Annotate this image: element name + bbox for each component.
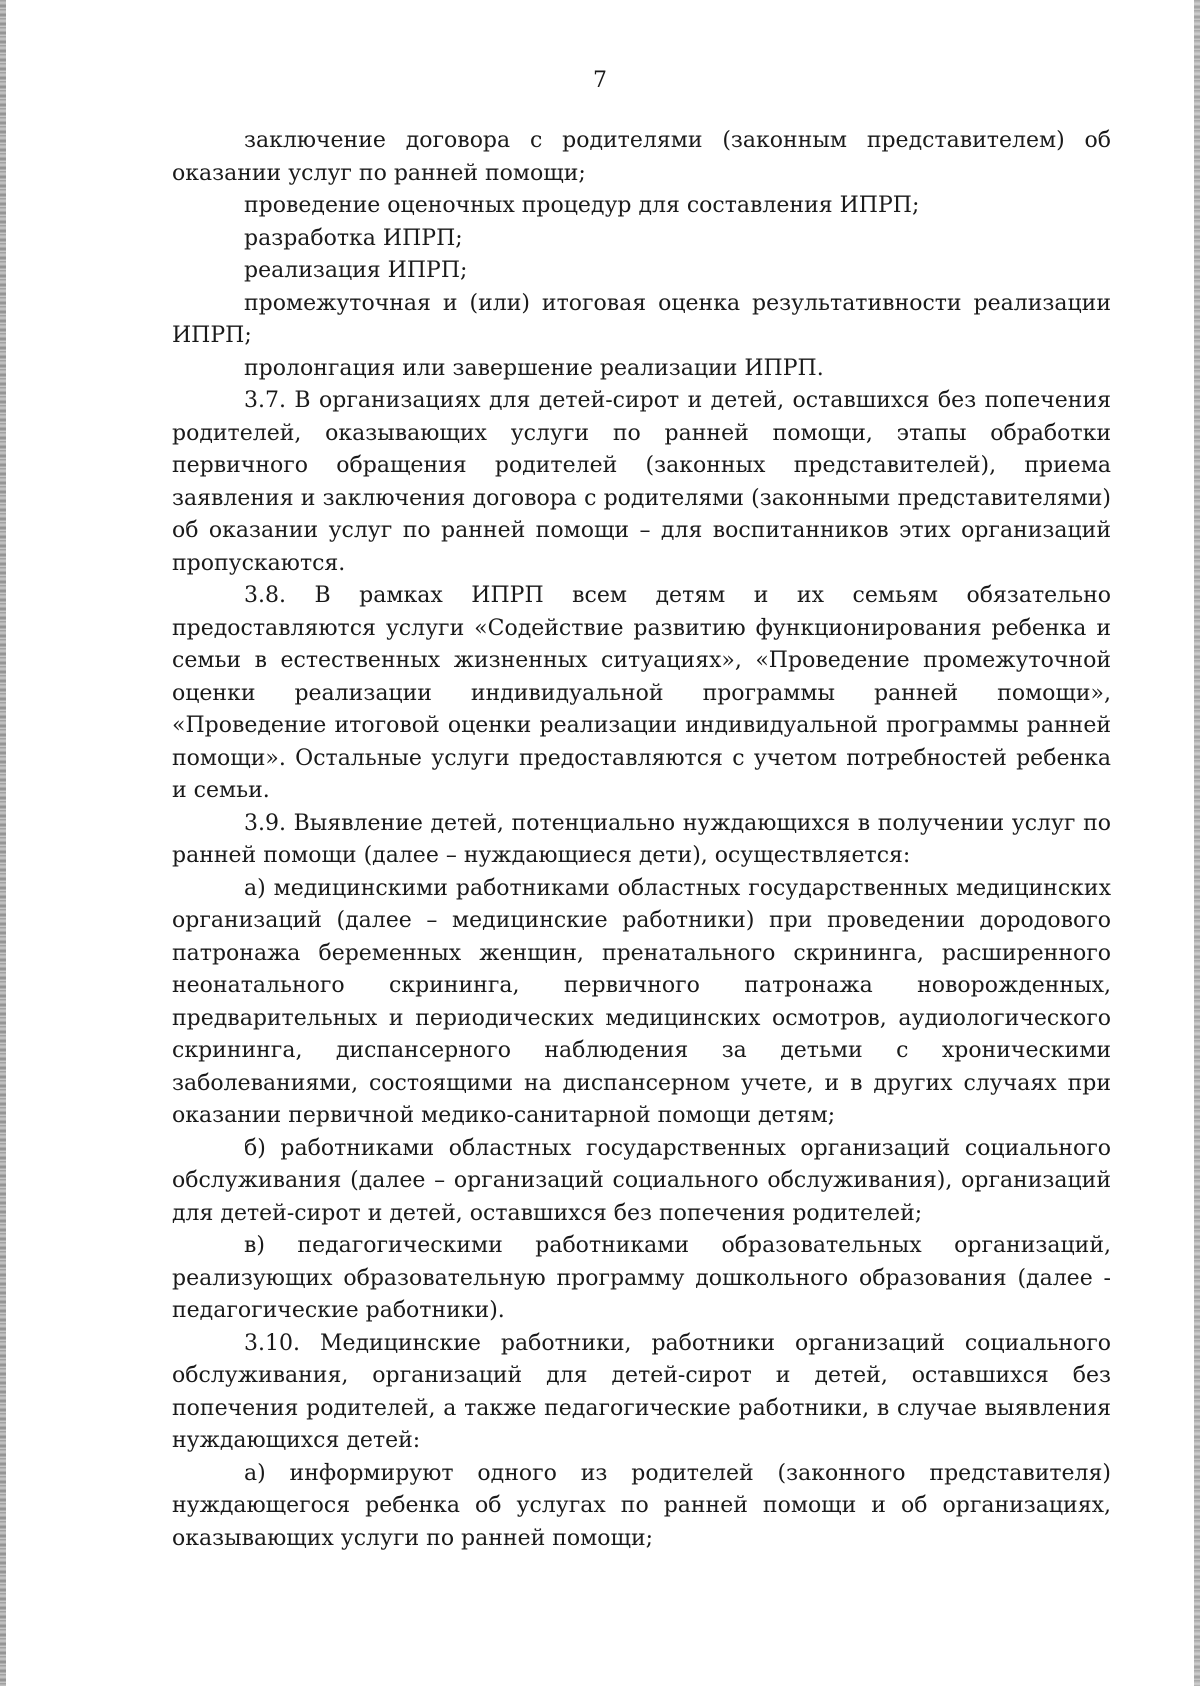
scan-edge-left xyxy=(0,0,6,1686)
paragraph-development: разработка ИПРП; xyxy=(244,225,463,251)
paragraph-implementation: реализация ИПРП; xyxy=(244,258,468,283)
paragraph-3-9: 3.9. Выявление детей, потенциально нуждающихся в получении услуг по ранней помощи (далее – нуждающиеся дети), осуществляется: xyxy=(172,810,1111,868)
paragraph-contract: заключение договора с родителями (законным представителем) об оказании услуг по ранней помощи; xyxy=(172,128,1111,186)
paragraph-3-10: 3.10. Медицинские работники, работники организаций социального обслуживания, организаций для детей-сирот и детей, оставшихся без попечения родителей, а также педагогические работники, в случае выявления нуждающихся детей: xyxy=(172,1330,1111,1453)
paragraph-3-8: 3.8. В рамках ИПРП всем детям и их семьям обязательно предоставляются услуги «Содействие развитию функционирования ребенка и семьи в естественных жизненных ситуациях», «Проведение промежуточной оценки реализации индивидуальной программы ранней помощи», «Проведение итоговой оценки реализации индивидуальной программы ранней помощи». Остальные услуги предоставляются с учетом потребностей ребенка и семьи. xyxy=(172,583,1111,803)
paragraph-evaluation: промежуточная и (или) итоговая оценка результативности реализации ИПРП; xyxy=(172,290,1111,348)
paragraph-3-9-b: б) работниками областных государственных организаций социального обслуживания (далее – организаций социального обслуживания), организаций для детей-сирот и детей, оставшихся без попечения родителей; xyxy=(172,1135,1111,1226)
paragraph-3-9-v: в) педагогическими работниками образовательных организаций, реализующих образовательную программу дошкольного образования (далее - педагогические работники). xyxy=(172,1233,1111,1323)
paragraph-3-9-a: а) медицинскими работниками областных государственных медицинских организаций (далее – медицинские работники) при проведении дородового патронажа беременных женщин, пренатального скрининга, расширенного неонатального скрининга, первичного патронажа новорожденных, предварительных и периодических медицинских осмотров, аудиологического скрининга, диспансерного наблюдения за детьми с хроническими заболеваниями, состоящими на диспансерном учете, и в других случаях при оказании первичной медико-санитарной помощи детям; xyxy=(172,875,1111,1128)
paragraph-3-10-a: а) информируют одного из родителей (законного представителя) нуждающегося ребенка об услугах по ранней помощи и об организациях, оказывающих услуги по ранней помощи; xyxy=(172,1460,1111,1551)
document-body xyxy=(172,125,1111,1555)
scan-edge-right xyxy=(1194,0,1200,1686)
page-number: 7 xyxy=(593,68,607,93)
paragraph-prolongation: пролонгация или завершение реализации ИПРП. xyxy=(244,355,824,381)
paragraph-3-7: 3.7. В организациях для детей-сирот и детей, оставшихся без попечения родителей, оказывающих услуги по ранней помощи, этапы обработки первичного обращения родителей (законных представителей), приема заявления и заключения договора с родителями (законными представителями) об оказании услуг по ранней помощи – для воспитанников этих организаций пропускаются. xyxy=(172,388,1111,576)
paragraph-assessment: проведение оценочных процедур для составления ИПРП; xyxy=(244,193,920,218)
